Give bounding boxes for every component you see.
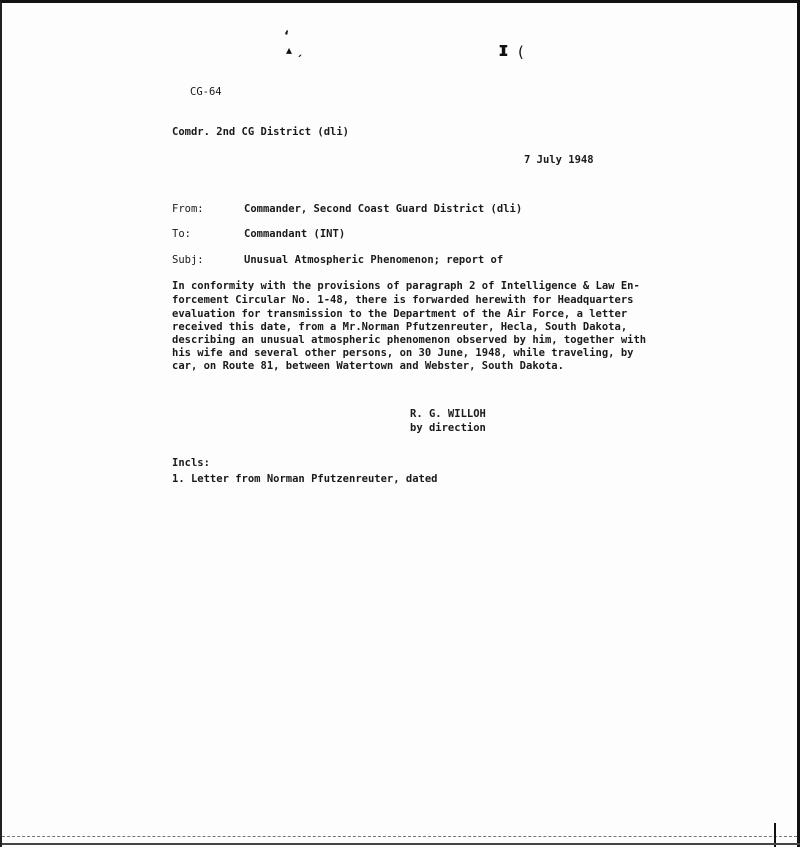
scan-mark-left: ʻ	[284, 29, 289, 44]
body-line: forcement Circular No. 1-48, there is forwarded herewith for Headquarters	[172, 294, 634, 306]
letter-date: 7 July 1948	[524, 154, 594, 166]
to-label: To:	[172, 228, 191, 240]
scan-mark-right-tail: (	[518, 43, 524, 61]
from-label: From:	[172, 203, 204, 215]
to-value: Commandant (INT)	[244, 228, 346, 240]
scan-mark-left-dot: ▴ ˏ	[286, 43, 303, 57]
body-line: received this date, from a Mr.Norman Pfutzenreuter, Hecla, South Dakota,	[172, 321, 628, 333]
body-line: his wife and several other persons, on 30 June, 1948, while traveling, by	[172, 347, 634, 359]
office-line: Comdr. 2nd CG District (dli)	[172, 126, 350, 138]
body-line: describing an unusual atmospheric phenomenon observed by him, together with	[172, 334, 647, 346]
from-value: Commander, Second Coast Guard District (dli)	[244, 203, 523, 215]
subj-value: Unusual Atmospheric Phenomenon; report of	[244, 254, 504, 266]
file-code: CG-64	[190, 86, 222, 98]
scan-bottom-edge	[2, 843, 800, 845]
enclosures-label: Incls:	[172, 457, 210, 469]
enclosure-item: 1. Letter from Norman Pfutzenreuter, dated	[172, 473, 438, 485]
scan-mark-right: ɪ	[498, 37, 509, 61]
body-line: evaluation for transmission to the Department of the Air Force, a letter	[172, 308, 628, 320]
body-line: In conformity with the provisions of paragraph 2 of Intelligence & Law En-	[172, 280, 640, 292]
scan-divider	[2, 836, 797, 837]
signature-title: by direction	[410, 422, 486, 434]
subj-label: Subj:	[172, 254, 204, 266]
body-line: car, on Route 81, between Watertown and Webster, South Dakota.	[172, 360, 564, 372]
signature-name: R. G. WILLOH	[410, 408, 486, 420]
